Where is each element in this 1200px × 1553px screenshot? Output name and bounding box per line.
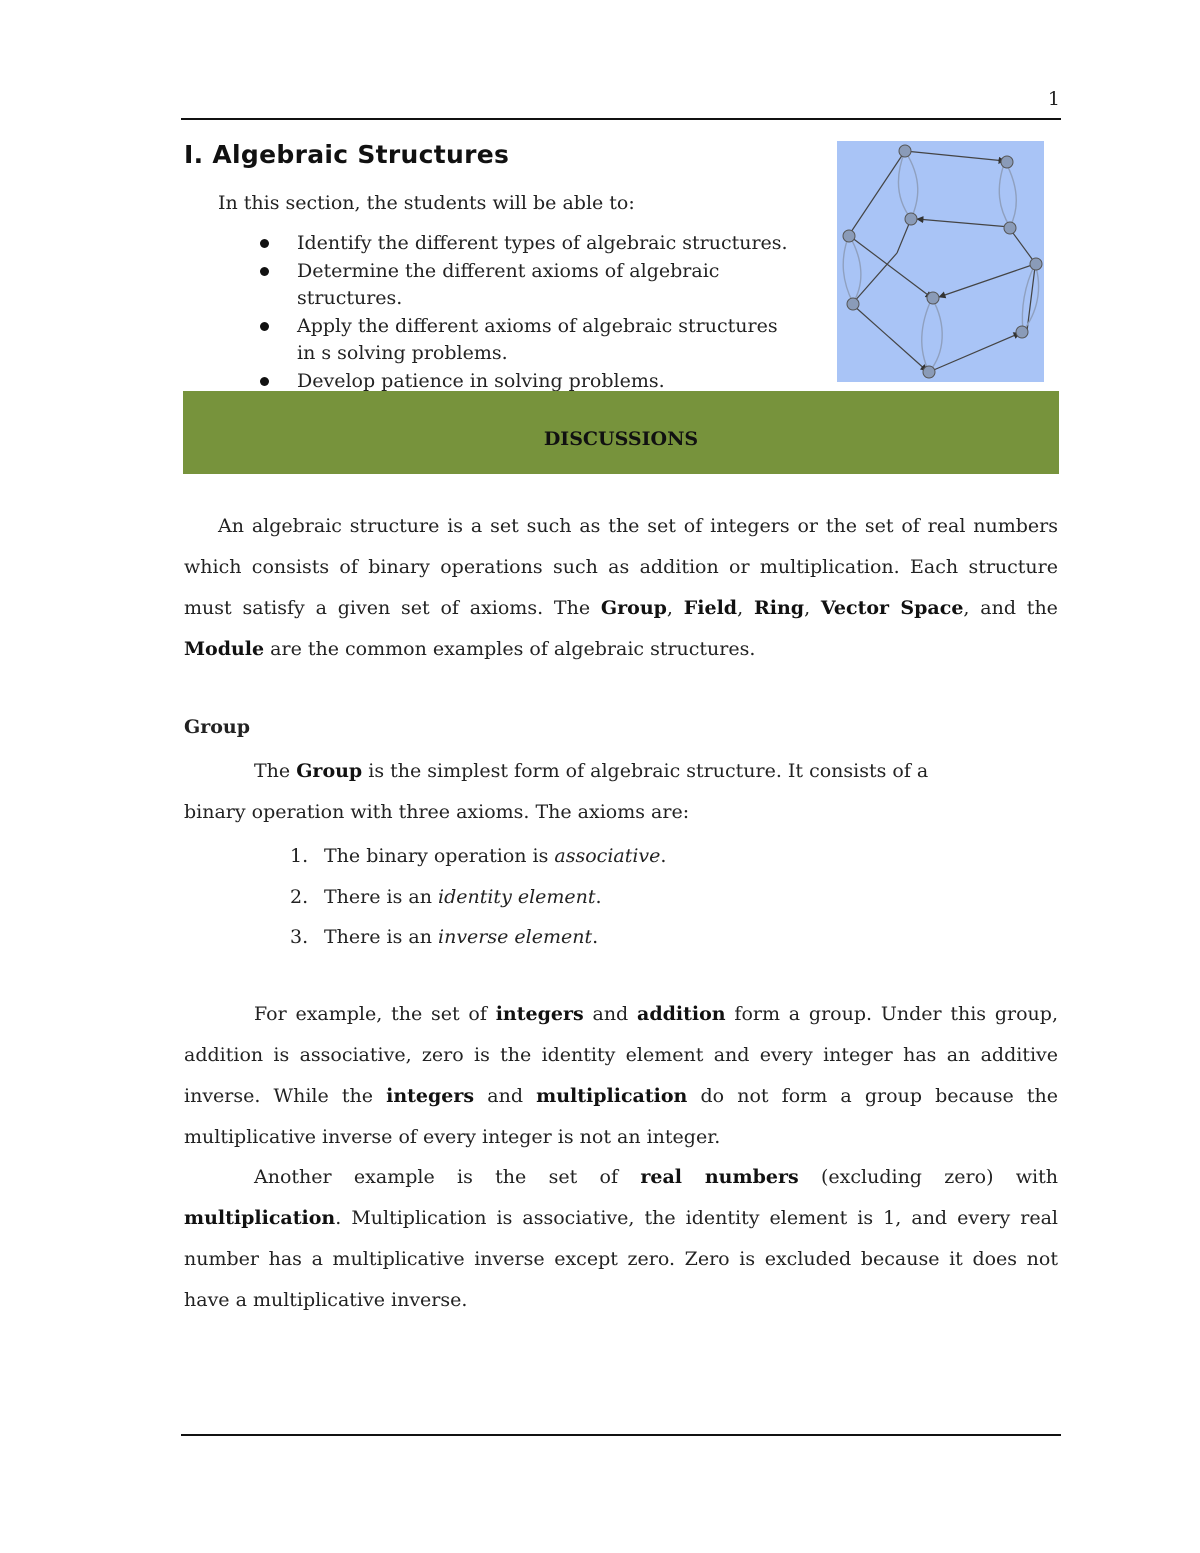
objectives-intro: In this section, the students will be able to: xyxy=(218,192,635,214)
term-field: Field xyxy=(683,597,738,619)
group-description: The Group is the simplest form of algebraic structure. It consists of a binary operation with three axioms. The axioms are: xyxy=(184,760,929,823)
objective-item: Develop patience in solving problems. xyxy=(258,368,817,396)
objective-item: Determine the different axioms of algebraic structures. xyxy=(258,258,817,313)
bullet-icon xyxy=(260,377,269,386)
section-title: I. Algebraic Structures xyxy=(184,140,510,169)
term-group: Group xyxy=(600,597,667,619)
cayley-graph-diagram xyxy=(837,141,1044,382)
objective-item: Identify the different types of algebraic structures. xyxy=(258,230,817,258)
axiom-item: 3. There is an inverse element. xyxy=(290,926,599,948)
example-reals-paragraph: Another example is the set of real numbers (excluding zero) with multiplication. Multiplication is associative, the identity element is 1, and every real number has a multiplicative inverse except zero. Zero is excluded because it does not have a multiplicative inverse. xyxy=(184,1166,1059,1311)
group-heading: Group xyxy=(184,716,251,738)
term-module: Module xyxy=(184,638,265,660)
discussions-banner xyxy=(183,391,1059,474)
intro-paragraph: An algebraic structure is a set such as the set of integers or the set of real numbers which consists of binary operations such as addition or multiplication. Each structure must satisfy a given set of axioms. The Group, Field, Ring, Vector Space, and the Module are the common examples of algebraic structures. xyxy=(184,515,1058,660)
example-integers-paragraph: For example, the set of integers and addition form a group. Under this group, addition is associative, zero is the identity element and every integer has an additive inverse. While the integers and multiplication do not form a group because the multiplicative inverse of every integer is not an integer. xyxy=(184,1003,1058,1148)
objective-item: Apply the different axioms of algebraic structures in s solving problems. xyxy=(258,313,817,368)
bullet-icon xyxy=(260,322,269,331)
footer-rule xyxy=(181,1434,1061,1436)
axiom-item: 1. The binary operation is associative. xyxy=(290,845,667,867)
objectives-list xyxy=(258,230,817,395)
page-number: 1 xyxy=(1047,88,1060,110)
banner-label: DISCUSSIONS xyxy=(543,427,699,450)
graph-figure xyxy=(837,141,1044,382)
bullet-icon xyxy=(260,267,269,276)
bullet-icon xyxy=(260,239,269,248)
header-rule xyxy=(181,118,1061,120)
axiom-item: 2. There is an identity element. xyxy=(290,885,602,908)
term-vector-space: Vector Space xyxy=(820,597,964,619)
term-ring: Ring xyxy=(753,597,805,619)
axioms-list xyxy=(290,836,666,958)
